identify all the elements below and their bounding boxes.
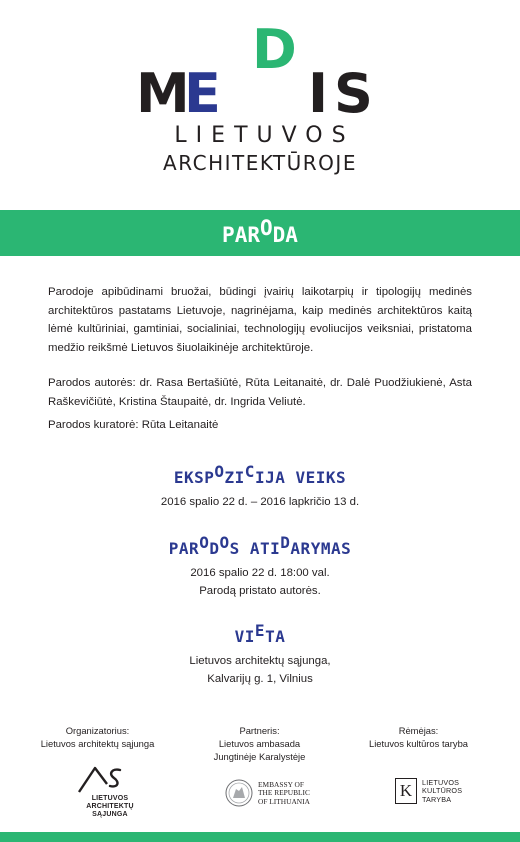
logo-text-line: LIETUVOS (91, 795, 129, 802)
logo-text-line: OF LITHUANIA (258, 796, 310, 806)
logo-letter-e: E (184, 62, 223, 125)
organizer-column (11, 724, 184, 750)
banner-title-part: DA (272, 223, 298, 247)
logo-letter-i: I (308, 62, 331, 125)
logo-letter-m: M (136, 62, 192, 125)
exhibition-dates: 2016 spalio 22 d. – 2016 lapkričio 13 d. (160, 496, 360, 508)
logo-text-line: ARCHITEKTŲ (86, 803, 134, 810)
opening-note: Parodą pristato autorės. (199, 585, 321, 597)
logo-text-line: LIETUVOS (422, 778, 460, 787)
footer-bar (0, 832, 520, 842)
logo-letter-s: S (334, 62, 375, 125)
heading-part: O (199, 533, 210, 552)
heading-part: C (244, 462, 255, 481)
logo-text-line: KULTŪROS (422, 786, 463, 796)
heading-part: S ATI (229, 539, 281, 558)
heading-part: ZI (224, 468, 245, 487)
partner-name-line1: Lietuvos ambasada (218, 738, 301, 749)
curator (48, 416, 472, 435)
letter-k-icon: K (395, 778, 417, 804)
exhibition-heading (0, 462, 520, 487)
description: Parodoje apibūdinami bruožai, būdingi įvairių laikotarpių ir tipologijų medinės architektūros pastatams Lietuvoje, nagrinėjama, kaip medinės architektūros kaitą lėmė kultūriniai, gamtiniai, socialiniai, technologijų evoliucijos veiksniai, pristatoma medžio reikšmė Lietuvos šiuolaikinėje architektūroje. (48, 286, 472, 354)
heading-part: IJA VEIKS (254, 468, 347, 487)
authors (48, 374, 472, 411)
venue-heading (0, 621, 520, 646)
authors-value: dr. Rasa Bertašiūtė, Rūta Leitanaitė, dr. Dalė Puodžiukienė, Asta Raškevičiūtė, Kristina Štaupaitė, dr. Ingrida Veliutė. (48, 377, 472, 408)
curator-value: Rūta Leitanaitė (138, 419, 219, 431)
banner-title-part: PAR (222, 223, 260, 247)
heading-part: O (214, 462, 225, 481)
partner-title: Partneris: (239, 725, 280, 736)
heading-part: EKSP (173, 468, 215, 487)
culture-council-logo-text (422, 779, 474, 804)
embassy-logo-text (258, 781, 324, 806)
heading-part: VI (234, 627, 255, 646)
partner-name-line2: Jungtinėje Karalystėje (213, 751, 306, 762)
heading-part: D (280, 533, 291, 552)
logo-text-line: TARYBA (422, 794, 452, 804)
authors-label: Parodos autorės: (48, 377, 136, 389)
banner (0, 210, 520, 256)
heading-part: PAR (168, 539, 200, 558)
architects-union-logo-text (76, 795, 140, 819)
logo-subtitle-line1: LIETUVOS (174, 123, 355, 148)
sponsor-column (332, 724, 505, 750)
heading-part: E (254, 621, 266, 640)
logo-subtitle-line2: ARCHITEKTŪROJE (163, 151, 357, 175)
logo-letter-d: D (252, 18, 299, 81)
sponsor-title: Rėmėjas: (398, 725, 439, 736)
venue-address: Kalvarijų g. 1, Vilnius (207, 673, 313, 685)
logo-text-line: EMBASSY OF (258, 780, 304, 789)
heading-part: TA (265, 627, 286, 646)
banner-title-part: O (259, 216, 273, 240)
culture-council-logo (393, 776, 473, 812)
venue-name: Lietuvos architektų sąjunga, (189, 655, 331, 667)
embassy-logo (224, 776, 324, 812)
organizer-name: Lietuvos architektų sąjunga (40, 738, 155, 749)
mountain-icon (76, 762, 140, 794)
opening-heading (0, 533, 520, 558)
heading-part: D (209, 539, 220, 558)
logo-text-line: SĄJUNGA (92, 811, 128, 818)
heading-part: ARYMAS (290, 539, 352, 558)
heading-part: O (219, 533, 230, 552)
architects-union-logo (76, 762, 140, 822)
logo-text-line: THE REPUBLIC (258, 788, 310, 798)
curator-label: Parodos kuratorė: (48, 419, 139, 431)
opening-time: 2016 spalio 22 d. 18:00 val. (190, 567, 330, 579)
organizer-title: Organizatorius: (65, 725, 130, 736)
partner-column (173, 724, 346, 763)
banner-title (0, 210, 520, 256)
coat-of-arms-icon (224, 778, 254, 808)
sponsor-name: Lietuvos kultūros taryba (368, 738, 468, 749)
